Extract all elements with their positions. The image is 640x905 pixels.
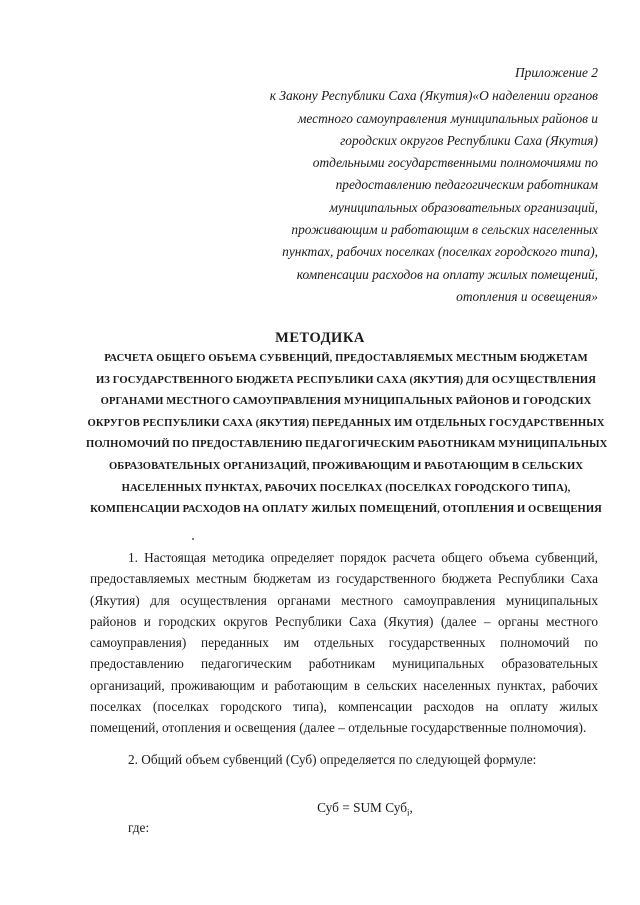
subtitle-line: ПОЛНОМОЧИЙ ПО ПРЕДОСТАВЛЕНИЮ ПЕДАГОГИЧЕСКИМ РАБОТНИКАМ МУНИЦИПАЛЬНЫХ	[86, 439, 608, 451]
appendix-line: местного самоуправления муниципальных районов и	[297, 110, 598, 126]
appendix-line: к Закону Республики Саха (Якутия)«О наделении органов	[269, 88, 598, 104]
scan-speck	[192, 538, 194, 540]
appendix-line: предоставлению педагогическим работникам	[335, 177, 598, 193]
subtitle-line: ОРГАНАМИ МЕСТНОГО САМОУПРАВЛЕНИЯ МУНИЦИПАЛЬНЫХ РАЙОНОВ И ГОРОДСКИХ	[100, 396, 592, 408]
subtitle-line: РАСЧЕТА ОБЩЕГО ОБЪЕМА СУБВЕНЦИЙ, ПРЕДОСТАВЛЯЕМЫХ МЕСТНЫМ БЮДЖЕТАМ	[104, 353, 588, 364]
appendix-line: городских округов Республики Саха (Якутия)	[340, 132, 598, 148]
formula-subscript: i	[407, 807, 410, 818]
paragraph-1: 1. Настоящая методика определяет порядок расчета общего объема субвенций, предоставляемых местным бюджетам из государственного бюджета Республики Саха (Якутия) для осуществления органами местного самоуправления муниципальных районов и городских округов Республики Саха (Якутия) (далее – органы местного самоуправления) переданных им отдельных государственных полномочий по предоставлению педагогическим работникам муниципальных образовательных организаций, проживающим и работающим в сельских населенных пунктах, рабочих поселках (поселках городского типа), компенсации расходов на оплату жилых помещений, отопления и освещения (далее – отдельные государственные полномочия).	[90, 550, 598, 736]
methodology-subtitle	[86, 348, 606, 521]
appendix-line: отопления и освещения»	[456, 288, 598, 304]
paragraph-2: 2. Общий объем субвенций (Суб) определяется по следующей формуле:	[128, 752, 537, 767]
subtitle-line: НАСЕЛЕННЫХ ПУНКТАХ, РАБОЧИХ ПОСЕЛКАХ (ПОСЕЛКАХ ГОРОДСКОГО ТИПА),	[121, 482, 571, 494]
appendix-title: Приложение 2	[515, 65, 598, 80]
subtitle-line: КОМПЕНСАЦИИ РАСХОДОВ НА ОПЛАТУ ЖИЛЫХ ПОМЕЩЕНИЙ, ОТОПЛЕНИЯ И ОСВЕЩЕНИЯ	[90, 504, 602, 516]
appendix-line: компенсации расходов на оплату жилых помещений,	[296, 266, 598, 282]
appendix-line: пунктах, рабочих поселках (поселках городского типа),	[282, 244, 598, 260]
appendix-line: муниципальных образовательных организаций,	[329, 199, 598, 215]
subtitle-line: ИЗ ГОСУДАРСТВЕННОГО БЮДЖЕТА РЕСПУБЛИКИ САХА (ЯКУТИЯ) ДЛЯ ОСУЩЕСТВЛЕНИЯ	[95, 374, 597, 386]
methodology-title: МЕТОДИКА	[275, 330, 365, 346]
where-label: где:	[128, 820, 150, 835]
formula	[0, 800, 640, 818]
formula-main: Суб = SUM Суб	[317, 800, 407, 815]
appendix-line: отдельными государственными полномочиями по	[312, 155, 598, 171]
subtitle-line: ОКРУГОВ РЕСПУБЛИКИ САХА (ЯКУТИЯ) ПЕРЕДАННЫХ ИМ ОТДЕЛЬНЫХ ГОСУДАРСТВЕННЫХ	[87, 417, 605, 429]
formula-tail: ,	[409, 800, 413, 815]
subtitle-line: ОБРАЗОВАТЕЛЬНЫХ ОРГАНИЗАЦИЙ, ПРОЖИВАЮЩИМ И РАБОТАЮЩИМ В СЕЛЬСКИХ	[108, 460, 584, 472]
appendix-header	[218, 62, 598, 308]
appendix-line: проживающим и работающим в сельских населенных	[291, 222, 598, 238]
